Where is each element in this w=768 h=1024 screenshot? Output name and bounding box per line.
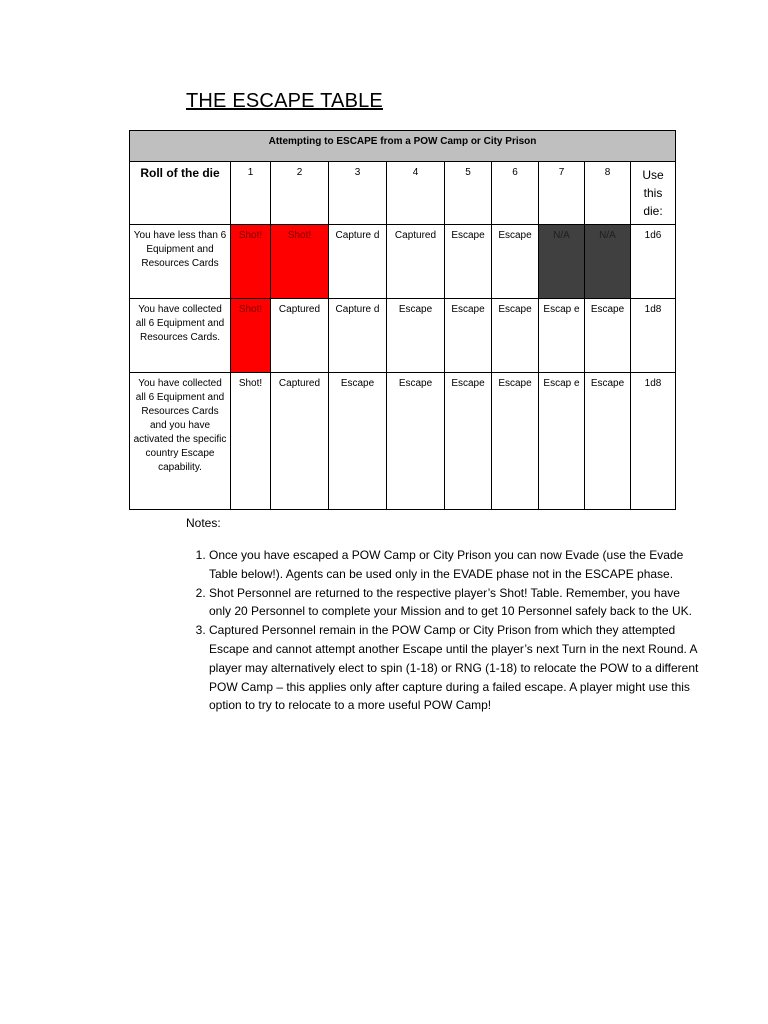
result-cell: Captured xyxy=(271,299,329,373)
die-number: 5 xyxy=(445,162,492,225)
table-banner-row xyxy=(130,131,676,162)
row-label: You have collected all 6 Equipment and Resources Cards. xyxy=(130,299,231,373)
die-number: 1 xyxy=(231,162,271,225)
note-item: 2. Shot Personnel are returned to the respective player’s Shot! Table. Remember, you have only 20 Personnel to complete your Mission and to get 10 Personnel safely back to the UK. xyxy=(209,584,699,622)
table-row xyxy=(130,299,676,373)
result-cell: Capture d xyxy=(329,225,387,299)
die-number: 2 xyxy=(271,162,329,225)
result-cell: Captured xyxy=(387,225,445,299)
result-cell-na: N/A xyxy=(539,225,585,299)
notes-label: Notes: xyxy=(186,516,221,530)
result-cell-shot: Shot! xyxy=(271,225,329,299)
die-type: 1d6 xyxy=(631,225,676,299)
result-cell: Escap e xyxy=(539,373,585,510)
result-cell: Escape xyxy=(387,373,445,510)
notes-list xyxy=(186,546,699,715)
die-number: 4 xyxy=(387,162,445,225)
escape-table xyxy=(129,130,676,510)
result-cell: Escape xyxy=(492,225,539,299)
note-item: 1. Once you have escaped a POW Camp or City Prison you can now Evade (use the Evade Table below!). Agents can be used only in the EVADE phase not in the ESCAPE phase. xyxy=(209,546,699,584)
die-number: 8 xyxy=(585,162,631,225)
die-number: 7 xyxy=(539,162,585,225)
use-die-label: Use this die: xyxy=(631,162,676,225)
die-type: 1d8 xyxy=(631,299,676,373)
roll-label: Roll of the die xyxy=(130,162,231,225)
note-item: 3. Captured Personnel remain in the POW Camp or City Prison from which they attempted Escape and cannot attempt another Escape until the player’s next Turn in the next Round. A player may alternatively elect to spin (1-18) or RNG (1-18) to relocate the POW to a different POW Camp – this applies only after capture during a failed escape. A player might use this option to try to relocate to a more useful POW Camp! xyxy=(209,621,699,715)
result-cell: Escape xyxy=(445,373,492,510)
table-banner: Attempting to ESCAPE from a POW Camp or City Prison xyxy=(130,131,676,162)
page-title: THE ESCAPE TABLE xyxy=(186,90,383,112)
table-row xyxy=(130,373,676,510)
result-cell: Escape xyxy=(387,299,445,373)
result-cell: Captured xyxy=(271,373,329,510)
result-cell-shot: Shot! xyxy=(231,225,271,299)
table-header-row xyxy=(130,162,676,225)
result-cell: Escape xyxy=(329,373,387,510)
row-label: You have collected all 6 Equipment and Resources Cards and you have activated the specific country Escape capability. xyxy=(130,373,231,510)
result-cell: Escape xyxy=(445,299,492,373)
die-number: 3 xyxy=(329,162,387,225)
result-cell: Shot! xyxy=(231,373,271,510)
result-cell: Escape xyxy=(445,225,492,299)
table-row xyxy=(130,225,676,299)
result-cell: Escape xyxy=(585,299,631,373)
die-type: 1d8 xyxy=(631,373,676,510)
result-cell: Escape xyxy=(492,299,539,373)
result-cell: Escap e xyxy=(539,299,585,373)
die-number: 6 xyxy=(492,162,539,225)
result-cell-shot: Shot! xyxy=(231,299,271,373)
row-label: You have less than 6 Equipment and Resources Cards xyxy=(130,225,231,299)
result-cell: Capture d xyxy=(329,299,387,373)
result-cell-na: N/A xyxy=(585,225,631,299)
result-cell: Escape xyxy=(585,373,631,510)
result-cell: Escape xyxy=(492,373,539,510)
